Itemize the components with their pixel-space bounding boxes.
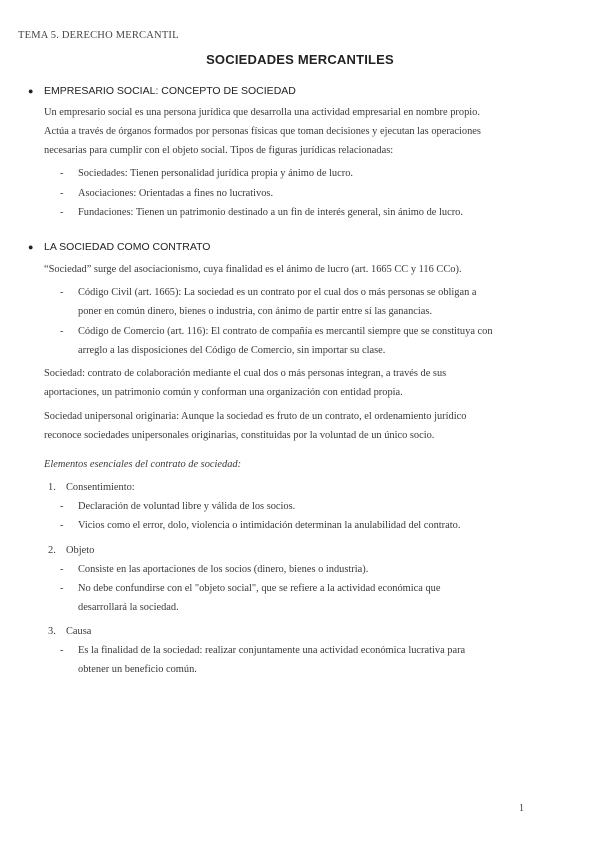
item-number: 2. bbox=[48, 545, 56, 556]
section-heading-contrato bbox=[28, 241, 210, 253]
list-item-text: Declaración de voluntad libre y válida de los socios. bbox=[78, 501, 296, 512]
list-item-continuation bbox=[60, 302, 570, 322]
page-title: SOCIEDADES MERCANTILES bbox=[206, 52, 394, 67]
list-item bbox=[60, 497, 570, 517]
item-label: Causa bbox=[66, 626, 92, 637]
item-label: Objeto bbox=[66, 545, 95, 556]
numbered-item bbox=[48, 626, 91, 637]
paragraph-line: reconoce sociedades unipersonales originarias, constituidas por la voluntad de un único socio. bbox=[44, 430, 435, 441]
list-item bbox=[60, 283, 570, 303]
paragraph-line: aportaciones, un patrimonio común y conforman una organización con entidad propia. bbox=[44, 387, 403, 398]
running-header: TEMA 5. DERECHO MERCANTIL bbox=[18, 30, 179, 41]
dash-marker: - bbox=[60, 207, 64, 218]
dash-marker: - bbox=[60, 326, 64, 337]
list-item-continuation bbox=[60, 341, 570, 361]
paragraph-line: necesarias para cumplir con el objeto social. Tipos de figuras jurídicas relacionadas: bbox=[44, 145, 394, 156]
list-item-text: Vicios como el error, dolo, violencia o intimidación determinan la anulabilidad del contrato. bbox=[78, 520, 461, 531]
list-item-continuation bbox=[60, 598, 570, 618]
list-item bbox=[60, 184, 570, 204]
paragraph-line: Actúa a través de órganos formados por personas físicas que toman decisiones y ejecutan las operaciones bbox=[44, 126, 481, 137]
dash-marker: - bbox=[60, 564, 64, 575]
item-number: 1. bbox=[48, 482, 56, 493]
paragraph-line: Un empresario social es una persona jurídica que desarrolla una actividad empresarial en nombre propio. bbox=[44, 107, 480, 118]
list-item-continuation bbox=[60, 660, 570, 680]
list-item-text: No debe confundirse con el "objeto social", que se refiere a la actividad económica que bbox=[78, 583, 441, 594]
subsection-title: Elementos esenciales del contrato de sociedad: bbox=[44, 459, 242, 470]
item-number: 3. bbox=[48, 626, 56, 637]
list-item-text: Asociaciones: Orientadas a fines no lucrativos. bbox=[78, 188, 274, 199]
list-item bbox=[60, 164, 570, 184]
list-item bbox=[60, 641, 570, 661]
section-heading-empresario bbox=[28, 85, 296, 97]
dash-marker: - bbox=[60, 287, 64, 298]
list-item bbox=[60, 516, 570, 536]
list-item-text: desarrollará la sociedad. bbox=[78, 602, 179, 613]
list-item-text: Es la finalidad de la sociedad: realizar conjuntamente una actividad económica lucrativa para bbox=[78, 645, 466, 656]
list-item-text: Código Civil (art. 1665): La sociedad es un contrato por el cual dos o más personas se obligan a bbox=[78, 287, 477, 298]
paragraph-line: “Sociedad” surge del asociacionismo, cuya finalidad es el ánimo de lucro (art. 1665 CC y 116 CCo). bbox=[44, 264, 462, 275]
dash-marker: - bbox=[60, 520, 64, 531]
list-item-text: Sociedades: Tienen personalidad jurídica propia y ánimo de lucro. bbox=[78, 168, 353, 179]
section-heading-text: LA SOCIEDAD COMO CONTRATO bbox=[44, 241, 211, 253]
item-label: Consentimiento: bbox=[66, 482, 135, 493]
list-item-text: Código de Comercio (art. 116): El contrato de compañía es mercantil siempre que se constituya con bbox=[78, 326, 493, 337]
paragraph-line: Sociedad unipersonal originaria: Aunque la sociedad es fruto de un contrato, el ordenamiento jurídico bbox=[44, 411, 467, 422]
paragraph-line: Sociedad: contrato de colaboración mediante el cual dos o más personas integran, a través de sus bbox=[44, 368, 447, 379]
dash-marker: - bbox=[60, 645, 64, 656]
dash-marker: - bbox=[60, 168, 64, 179]
dash-marker: - bbox=[60, 188, 64, 199]
list-item-text: poner en común dinero, bienes o industria, con ánimo de partir entre sí las ganancias. bbox=[78, 306, 433, 317]
list-item-text: Fundaciones: Tienen un patrimonio destinado a un fin de interés general, sin ánimo de lucro. bbox=[78, 207, 463, 218]
list-item-text: arreglo a las disposiciones del Código de Comercio, sin importar su clase. bbox=[78, 345, 386, 356]
page-number: 1 bbox=[519, 803, 524, 814]
dash-marker: - bbox=[60, 501, 64, 512]
bullet-icon: ● bbox=[28, 242, 34, 252]
list-item bbox=[60, 203, 570, 223]
list-item-text: Consiste en las aportaciones de los socios (dinero, bienes o industria). bbox=[78, 564, 369, 575]
bullet-icon: ● bbox=[28, 86, 34, 96]
list-item bbox=[60, 322, 570, 342]
numbered-item bbox=[48, 545, 94, 556]
list-item bbox=[60, 560, 570, 580]
numbered-item bbox=[48, 482, 135, 493]
list-item bbox=[60, 579, 570, 599]
list-item-text: obtener un beneficio común. bbox=[78, 664, 197, 675]
section-heading-text: EMPRESARIO SOCIAL: CONCEPTO DE SOCIEDAD bbox=[44, 85, 296, 97]
dash-marker: - bbox=[60, 583, 64, 594]
